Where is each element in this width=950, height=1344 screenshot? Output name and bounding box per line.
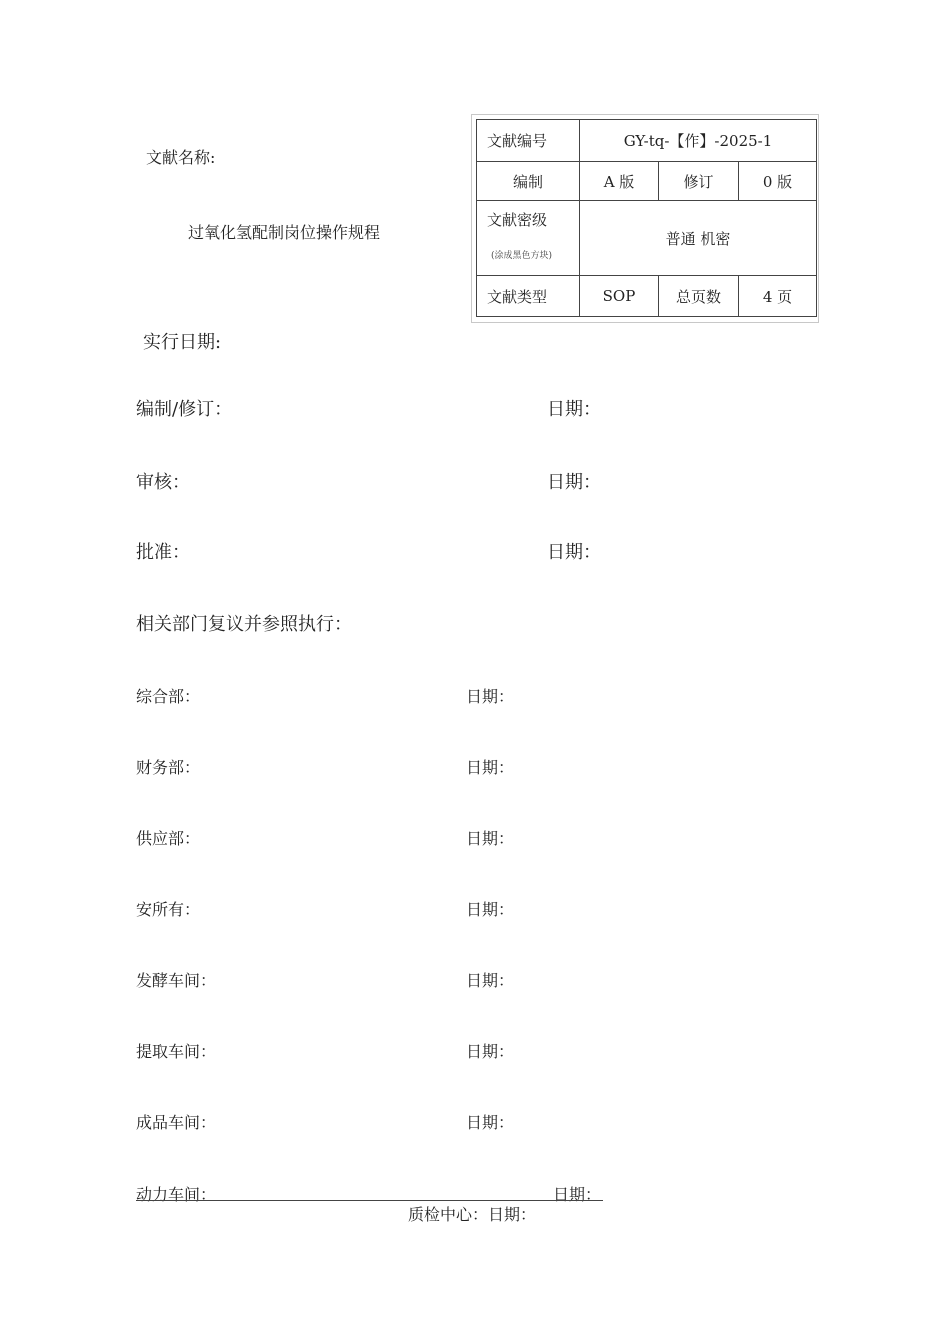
pages-value: 4 页 — [739, 276, 817, 317]
dept-label: 成品车间： — [136, 1113, 217, 1132]
type-value: SOP — [580, 276, 659, 317]
approval-label: 批准： — [136, 542, 190, 563]
dept-label: 综合部： — [136, 687, 201, 706]
edition-label: 编制 — [477, 162, 580, 201]
secrecy-label: 文献密级 — [487, 211, 548, 229]
dept-label: 安所有： — [136, 900, 201, 919]
approval-date-label: 日期： — [547, 542, 601, 563]
doc-name-label: 文献名称: — [146, 148, 216, 167]
secrecy-value: 普通 机密 — [580, 201, 817, 276]
approval-label: 编制/修订： — [136, 399, 233, 420]
pages-label: 总页数 — [659, 276, 739, 317]
doc-info-table — [476, 119, 817, 317]
doc-info-box — [471, 114, 819, 323]
dept-label: 财务部： — [136, 758, 201, 777]
type-label: 文献类型 — [477, 276, 580, 317]
edition-value: A 版 — [580, 162, 659, 201]
signature-line — [136, 1200, 603, 1201]
power-dept-date-label: 日期： — [553, 1185, 602, 1204]
doc-name-value: 过氧化氢配制岗位操作规程 — [188, 223, 381, 242]
dept-date-label: 日期： — [466, 687, 515, 706]
approval-date-label: 日期： — [547, 399, 601, 420]
revision-value: 0 版 — [739, 162, 817, 201]
approval-date-label: 日期： — [547, 472, 601, 493]
doc-no-label: 文献编号 — [477, 120, 580, 162]
dept-date-label: 日期： — [466, 1042, 515, 1061]
dept-date-label: 日期： — [466, 971, 515, 990]
effective-date-label: 实行日期: — [143, 332, 222, 353]
dept-date-label: 日期： — [466, 1113, 515, 1132]
qc-line: 质检中心：日期： — [408, 1205, 537, 1224]
secrecy-note: (涂成黑色方块) — [491, 251, 553, 261]
dept-date-label: 日期： — [466, 758, 515, 777]
secrecy-cell — [477, 201, 580, 276]
dept-label: 供应部： — [136, 829, 201, 848]
dept-label: 发酵车间： — [136, 971, 217, 990]
approval-label: 审核： — [136, 472, 190, 493]
review-heading: 相关部门复议并参照执行： — [136, 614, 352, 635]
power-dept-label: 动力车间： — [136, 1185, 217, 1204]
dept-date-label: 日期： — [466, 900, 515, 919]
dept-label: 提取车间： — [136, 1042, 217, 1061]
doc-no-value: GY-tq-【作】-2025-1 — [580, 120, 817, 162]
revision-label: 修订 — [659, 162, 739, 201]
dept-date-label: 日期： — [466, 829, 515, 848]
